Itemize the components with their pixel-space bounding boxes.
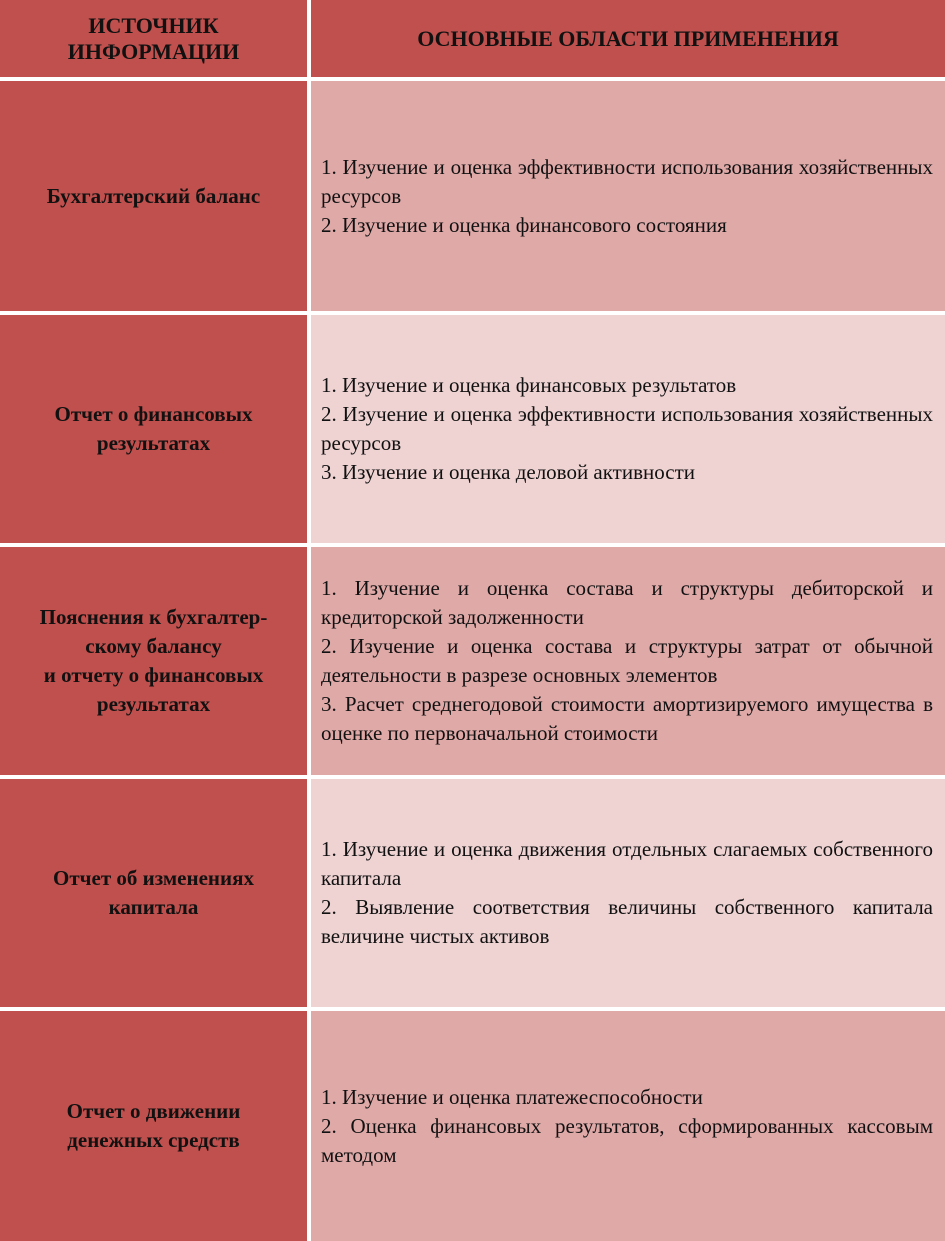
header-areas-label: ОСНОВНЫЕ ОБЛАСТИ ПРИМЕНЕНИЯ [417, 25, 839, 51]
row-1-source-cell [0, 81, 307, 311]
row-5-area-item: 1. Изучение и оценка платежеспособности [321, 1084, 703, 1109]
header-areas-cell [311, 0, 945, 77]
row-3-source-line: скому балансу [85, 634, 222, 658]
row-5-source-line: Отчет о движении [66, 1099, 241, 1123]
row-2-areas-cell [311, 315, 945, 543]
header-source-line2: ИНФОРМАЦИИ [67, 38, 240, 64]
row-3-source-cell [0, 547, 307, 775]
row-5-area-item: 2. Оценка финансовых результатов, сформированных кассовым методом [321, 1113, 933, 1167]
header-source-line1: ИСТОЧНИК [88, 12, 219, 38]
row-2-area-item: 3. Изучение и оценка деловой активности [321, 460, 696, 484]
row-4-area-item: 2. Выявление соответствия величины собственного капитала величине чистых активов [321, 895, 933, 948]
row-3-source-line: Пояснения к бухгалтер- [39, 605, 268, 629]
row-4-source-cell [0, 779, 307, 1007]
row-3-source-line: результатах [96, 692, 211, 716]
row-4-source-line: Отчет об изменениях [53, 866, 254, 890]
row-5-source-line: денежных средств [67, 1128, 240, 1152]
row-4-area-item: 1. Изучение и оценка движения отдельных слагаемых собственного капитала [321, 837, 933, 890]
row-5-areas-cell [311, 1011, 945, 1241]
row-2-source-line: результатах [96, 431, 211, 455]
row-4-source-line: капитала [108, 895, 199, 919]
row-3-area-item: 3. Расчет среднегодовой стоимости амортизируемого имущества в оценке по первоначальной стоимости [321, 692, 933, 745]
row-1-area-item: 2. Изучение и оценка финансового состояния [321, 212, 727, 237]
row-3-areas-cell [311, 547, 945, 775]
row-2-area-item: 2. Изучение и оценка эффективности использования хозяйственных ресурсов [321, 402, 933, 455]
row-2-area-item: 1. Изучение и оценка финансовых результатов [321, 373, 737, 397]
header-source-cell [0, 0, 307, 77]
row-3-area-item: 1. Изучение и оценка состава и структуры дебиторской и кредиторской задолженности [321, 576, 933, 629]
row-3-source-line: и отчету о финансовых [43, 663, 264, 687]
row-1-area-item: 1. Изучение и оценка эффективности использования хозяйственных ресурсов [321, 154, 933, 208]
row-5-source-cell [0, 1011, 307, 1241]
row-2-source-cell [0, 315, 307, 543]
row-4-areas-cell [311, 779, 945, 1007]
row-2-source-line: Отчет о финансовых [54, 402, 253, 426]
row-1-areas-cell [311, 81, 945, 311]
row-3-area-item: 2. Изучение и оценка состава и структуры затрат от обычной деятельности в разрезе основных элементов [321, 634, 933, 687]
row-1-source-line: Бухгалтерский баланс [46, 183, 261, 208]
